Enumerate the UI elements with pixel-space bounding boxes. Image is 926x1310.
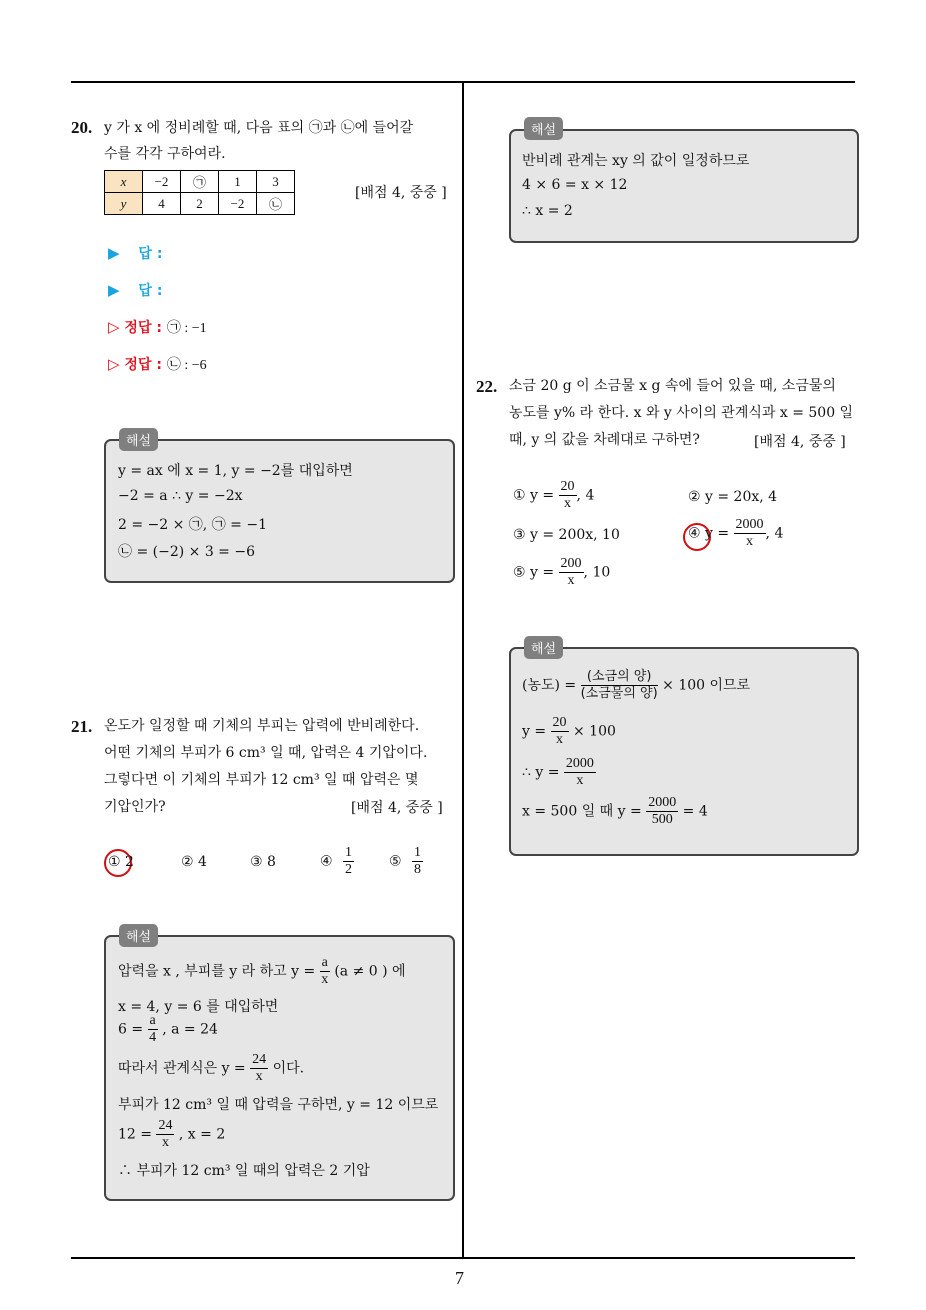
q21-choice-2[interactable]: ② 4 xyxy=(181,854,207,870)
q21-choice-3[interactable]: ③ 8 xyxy=(250,854,276,870)
table-row xyxy=(105,193,295,215)
q22-solution-line: ∴ y = $\frac{2000}{x}$ xyxy=(522,756,594,788)
q20-text-line1: y 가 x 에 정비례할 때, 다음 표의 ㉠과 ㉡에 들어갈 xyxy=(104,120,414,136)
table-row xyxy=(105,171,295,193)
q21-choice-5[interactable] xyxy=(389,845,423,878)
q22-text-line1: 소금 20 g 이 소금물 x g 속에 들어 있을 때, 소금물의 xyxy=(509,378,836,394)
q21-number: 21. xyxy=(71,717,93,736)
q21-solution-line: ∴ 부피가 12 cm³ 일 때의 압력은 2 기압 xyxy=(118,1163,370,1179)
q20-solution-line: ㉡ = (−2) × 3 = −6 xyxy=(118,544,255,560)
q22-number: 22. xyxy=(476,377,498,396)
q20-number: 20. xyxy=(71,118,93,137)
q21-solution-line: 부피가 12 cm³ 일 때 압력을 구하면, y = 12 이므로 xyxy=(118,1097,439,1113)
fraction: $\frac{24}{x}$ xyxy=(158,1118,173,1150)
table-cell: 4 xyxy=(143,193,181,215)
fraction: $\frac{\text{(소금의 양)}}{\text{(소금물의 양)}}$ xyxy=(580,669,658,701)
table-cell: 3 xyxy=(257,171,295,193)
solution-line: ∴ x = 2 xyxy=(522,203,573,219)
table-cell: −2 xyxy=(143,171,181,193)
q22-choice-2[interactable]: ② y = 20x, 4 xyxy=(688,489,778,505)
fraction: $\frac{2000}{500}$ xyxy=(648,795,677,827)
numerator: 1 xyxy=(414,845,422,860)
fraction: $\frac{24}{x}$ xyxy=(252,1052,267,1084)
table-cell: −2 xyxy=(219,193,257,215)
fraction: $\frac{2000}{x}$ xyxy=(735,517,764,549)
fraction: $\frac{a}{4}$ xyxy=(149,1013,157,1045)
q21-choice-1[interactable]: ① 2 xyxy=(108,854,134,870)
q21-alt-solution-label: 해설 xyxy=(524,117,563,140)
q21-text-line3: 그렇다면 이 기체의 부피가 12 cm³ 일 때 압력은 몇 xyxy=(104,772,419,788)
correct-label: 정답 : xyxy=(124,357,162,373)
fraction: $\frac{20}{x}$ xyxy=(552,715,567,747)
q21-solution-line: 12 = $\frac{24}{x}$ , x = 2 xyxy=(118,1118,226,1150)
fraction: $\frac{200}{x}$ xyxy=(560,556,582,588)
answer-label: 답 : xyxy=(138,246,163,262)
table-cell: 2 xyxy=(181,193,219,215)
fraction: $\frac{20}{x}$ xyxy=(560,479,575,511)
q22-choice-4[interactable]: ④ y = $\frac{2000}{x}$ , 4 xyxy=(688,517,784,549)
q21-solution-line: 6 = $\frac{a}{4}$ , a = 24 xyxy=(118,1013,218,1045)
q21-text-line4: 기압인가? xyxy=(104,799,166,815)
denominator: 8 xyxy=(414,862,422,877)
q22-text-line2: 농도를 y% 라 한다. x 와 y 사이의 관계식과 x = 500 일 xyxy=(509,405,854,421)
table-cell: x xyxy=(105,171,143,193)
q20-text-line2: 수를 각각 구하여라. xyxy=(104,146,226,162)
q22-choice-1[interactable]: ① y = $\frac{20}{x}$ , 4 xyxy=(513,479,595,511)
q20-answer-row-2[interactable] xyxy=(108,280,162,300)
q22-solution-line: (농도) = $\frac{\text{(소금의 양)}}{\text{(소금물의 양)}}$ × 100 이므로 xyxy=(522,669,751,701)
q22-solution-line: y = $\frac{20}{x}$ × 100 xyxy=(522,715,616,747)
hollow-arrow-icon: ▷ xyxy=(108,318,120,336)
q20-table xyxy=(104,170,295,215)
hollow-arrow-icon: ▷ xyxy=(108,355,120,373)
denominator: 2 xyxy=(345,862,353,877)
q22-solution-label: 해설 xyxy=(524,636,563,659)
numerator: 1 xyxy=(345,845,353,860)
q21-text-line1: 온도가 일정할 때 기체의 부피는 압력에 반비례한다. xyxy=(104,718,420,734)
q20-solution-label: 해설 xyxy=(119,428,158,451)
answer-label: 답 : xyxy=(138,283,163,299)
q20-solution-line: 2 = −2 × ㉠, ㉠ = −1 xyxy=(118,517,267,533)
q20-solution-line: −2 = a ∴ y = −2x xyxy=(118,488,243,504)
q20-solution-line: y = ax 에 x = 1, y = −2를 대입하면 xyxy=(118,463,353,479)
solution-line: 4 × 6 = x × 12 xyxy=(522,177,628,193)
page-number: 7 xyxy=(455,1268,464,1288)
correct-value: ㉡ : −6 xyxy=(166,358,207,373)
q21-choice-4[interactable] xyxy=(320,845,354,878)
correct-label: 정답 : xyxy=(124,320,162,336)
choice-marker: ④ xyxy=(320,853,333,870)
column-divider xyxy=(462,83,464,1259)
q20-correct-row-2 xyxy=(108,354,207,374)
q21-solution-line: 압력을 x , 부피를 y 라 하고 y = $\frac{a}{x}$ (a ≠ 0 ) 에 xyxy=(118,955,406,987)
table-cell: ㉠ xyxy=(181,171,219,193)
q20-points: [배점 4, 중중 ] xyxy=(355,185,447,201)
play-arrow-icon: ▶ xyxy=(108,244,120,262)
solution-line: 반비례 관계는 xy 의 값이 일정하므로 xyxy=(522,153,750,169)
fraction: $\frac{2000}{x}$ xyxy=(565,756,594,788)
fraction xyxy=(412,845,423,878)
q21-points: [배점 4, 중중 ] xyxy=(351,800,443,816)
table-cell: 1 xyxy=(219,171,257,193)
q20-answer-row-1[interactable] xyxy=(108,243,162,263)
correct-value: ㉠ : −1 xyxy=(166,321,207,336)
q22-choice-3[interactable]: ③ y = 200x, 10 xyxy=(513,527,620,543)
q22-solution-line: x = 500 일 때 y = $\frac{2000}{500}$ = 4 xyxy=(522,795,708,827)
table-cell: ㉡ xyxy=(257,193,295,215)
fraction xyxy=(343,845,354,878)
choice-marker: ⑤ xyxy=(389,853,402,870)
q22-choice-5[interactable]: ⑤ y = $\frac{200}{x}$ , 10 xyxy=(513,556,611,588)
fraction: $\frac{a}{x}$ xyxy=(321,955,329,987)
bottom-rule xyxy=(71,1257,855,1259)
q21-text-line2: 어떤 기체의 부피가 6 cm³ 일 때, 압력은 4 기압이다. xyxy=(104,745,428,761)
q21-solution-label: 해설 xyxy=(119,924,158,947)
q20-correct-row-1 xyxy=(108,317,207,337)
q21-solution-line: 따라서 관계식은 y = $\frac{24}{x}$ 이다. xyxy=(118,1052,305,1084)
q22-points: [배점 4, 중중 ] xyxy=(754,434,846,450)
q22-text-line3: 때, y 의 값을 차례대로 구하면? xyxy=(509,432,700,448)
q21-solution-line: x = 4, y = 6 를 대입하면 xyxy=(118,999,279,1015)
play-arrow-icon: ▶ xyxy=(108,281,120,299)
table-cell: y xyxy=(105,193,143,215)
